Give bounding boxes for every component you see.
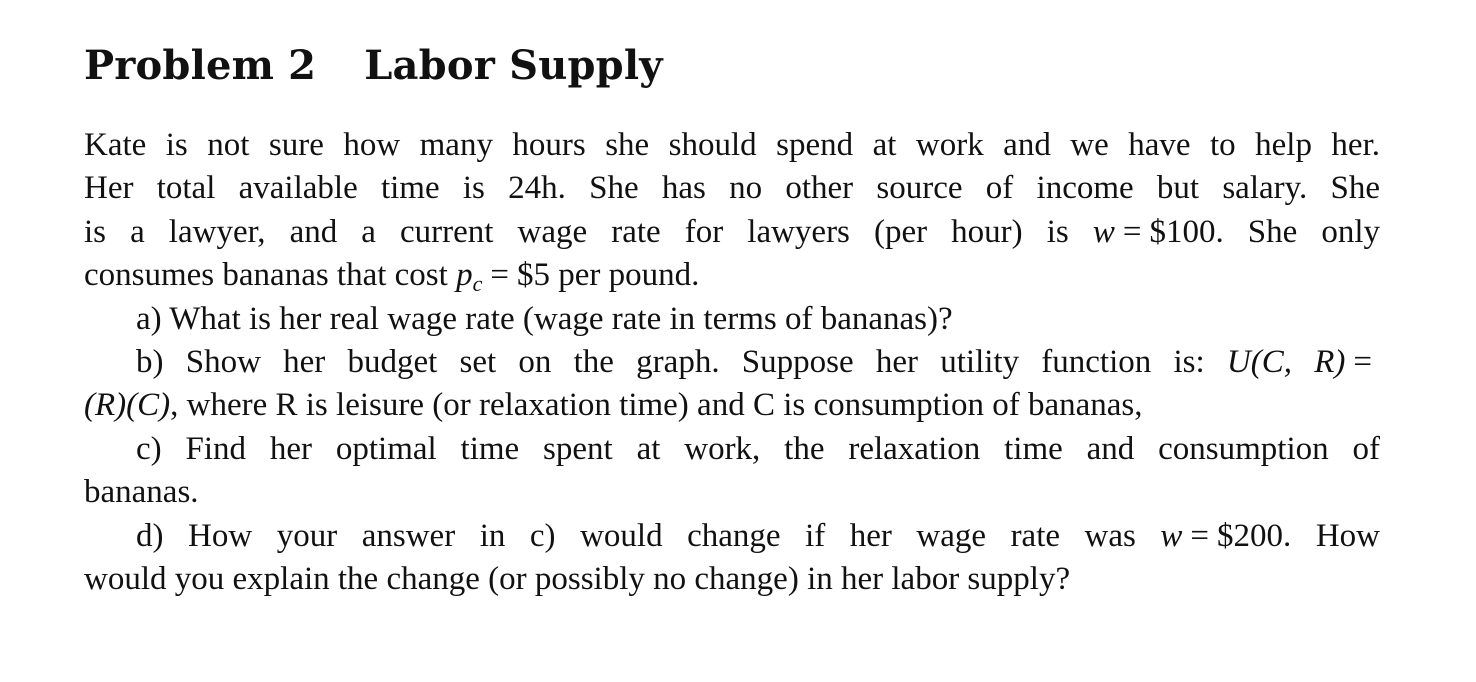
question-b-line-1: b) Show her budget set on the graph. Suppose her utility function is: U(C, R) = bbox=[136, 343, 1373, 380]
price-variable: p bbox=[456, 257, 473, 294]
utility-function: U(C, R) bbox=[1226, 343, 1346, 380]
problem-label: Problem bbox=[84, 42, 275, 89]
intro-line-1: Kate is not sure how many hours she should spend at work and we have to help her. bbox=[84, 127, 1380, 163]
question-d-line-2: would you explain the change (or possibly no change) in her labor supply? bbox=[84, 560, 1071, 597]
intro-line-3: is a lawyer, and a current wage rate for lawyers (per hour) is w = $100. She only bbox=[84, 213, 1381, 250]
intro-line-4: consumes bananas that cost $p_c$ = $5 per pound. bbox=[84, 257, 700, 297]
question-d-line-1: d) How your answer in c) would change if her wage rate was w = $200. How bbox=[136, 517, 1380, 554]
problem-title: Labor Supply bbox=[364, 42, 663, 89]
problem-body bbox=[84, 124, 1380, 601]
document-page bbox=[84, 0, 1380, 682]
intro-line-2: Her total available time is 24h. She has no other source of income but salary. She bbox=[84, 170, 1380, 207]
question-a: a) What is her real wage rate (wage rate in terms of bananas)? bbox=[136, 300, 953, 337]
wage-variable: w bbox=[1092, 213, 1115, 250]
question-c-line-1: c) Find her optimal time spent at work, the relaxation time and consumption of bbox=[136, 430, 1380, 467]
utility-expression: (R)(C) bbox=[84, 387, 171, 424]
problem-number: 2 bbox=[288, 42, 317, 89]
question-c-line-2: bananas. bbox=[84, 474, 199, 511]
problem-heading bbox=[84, 40, 663, 92]
new-wage-variable: w bbox=[1160, 517, 1183, 554]
question-b-line-2: (R)(C), where R is leisure (or relaxation time) and C is consumption of bananas, bbox=[84, 387, 1143, 424]
